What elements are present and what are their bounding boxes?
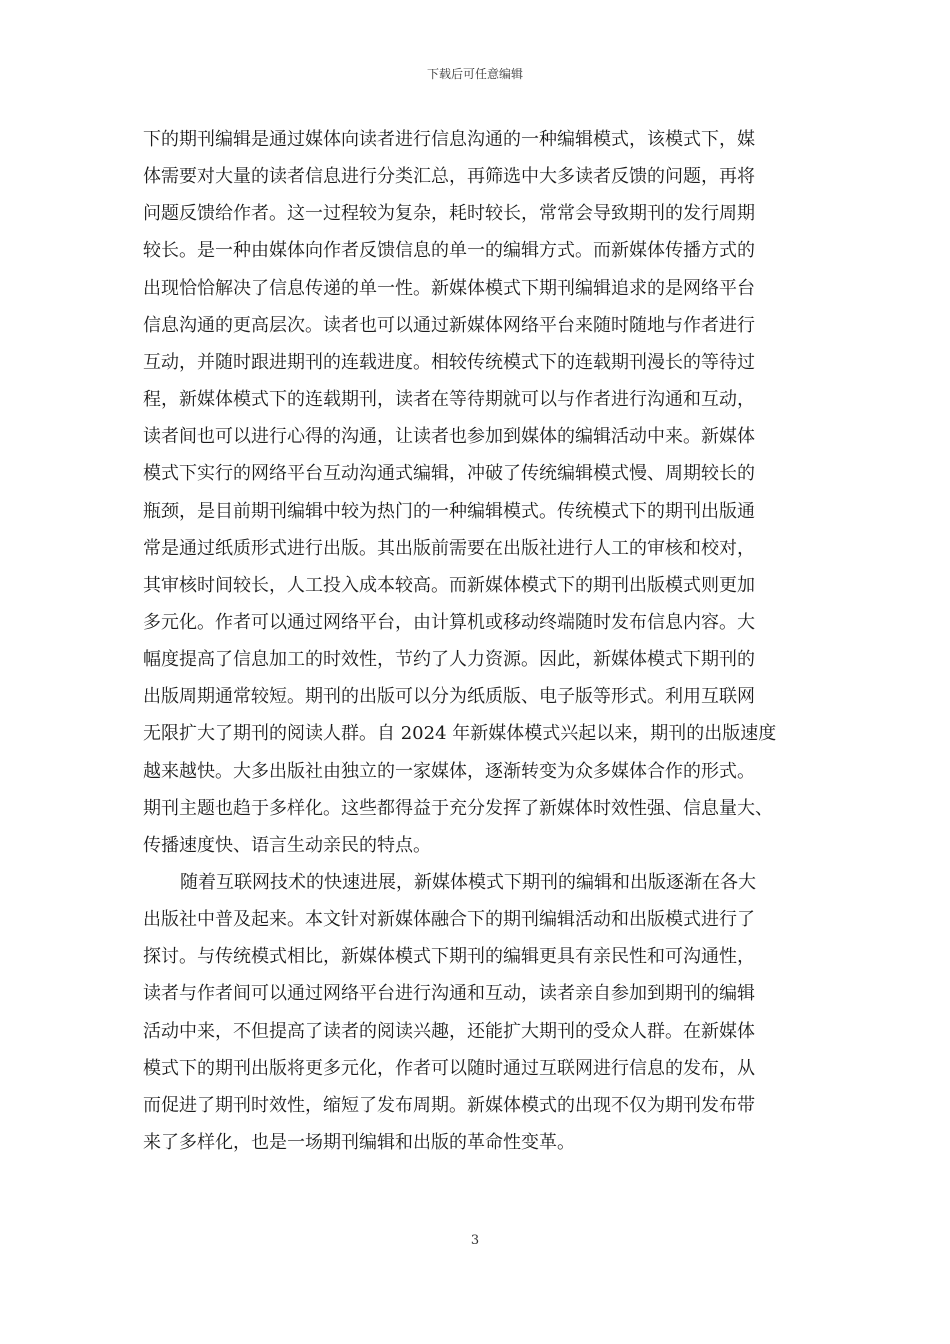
body-line: 传播速度快、语言生动亲民的特点。 [143, 834, 431, 856]
body-line: 读者与作者间可以通过网络平台进行沟通和互动，读者亲自参加到期刊的编辑 [143, 983, 755, 1005]
body-line: 互动，并随时跟进期刊的连载进度。相较传统模式下的连载期刊漫长的等待过 [143, 351, 755, 373]
body-line: 下的期刊编辑是通过媒体向读者进行信息沟通的一种编辑模式，该模式下，媒 [143, 129, 755, 150]
page-header: 下载后可任意编辑 [426, 67, 523, 81]
body-line: 程，新媒体模式下的连载期刊，读者在等待期就可以与作者进行沟通和互动， [143, 389, 755, 411]
body-line: 随着互联网技术的快速进展，新媒体模式下期刊的编辑和出版逐渐在各大 [180, 872, 756, 893]
body-line: 信息沟通的更高层次。读者也可以通过新媒体网络平台来随时随地与作者进行 [143, 314, 755, 336]
body-line: 出现恰恰解决了信息传递的单一性。新媒体模式下期刊编辑追求的是网络平台 [143, 277, 755, 299]
body-line: 期刊主题也趋于多样化。这些都得益于充分发挥了新媒体时效性强、信息量大、 [143, 797, 773, 819]
body-line: 出版周期通常较短。期刊的出版可以分为纸质版、电子版等形式。利用互联网 [143, 686, 755, 708]
body-line: 模式下的期刊出版将更多元化，作者可以随时通过互联网进行信息的发布，从 [143, 1057, 755, 1079]
body-line: 来了多样化，也是一场期刊编辑和出版的革命性变革。 [143, 1132, 575, 1153]
body-line: 较长。是一种由媒体向作者反馈信息的单一的编辑方式。而新媒体传播方式的 [143, 240, 755, 262]
body-line: 常是通过纸质形式进行出版。其出版前需要在出版社进行人工的审核和校对， [143, 537, 755, 559]
body-line: 模式下实行的网络平台互动沟通式编辑，冲破了传统编辑模式慢、周期较长的 [143, 463, 755, 485]
body-line: 瓶颈，是目前期刊编辑中较为热门的一种编辑模式。传统模式下的期刊出版通 [143, 500, 755, 522]
page-number: 3 [470, 1233, 480, 1248]
body-line: 多元化。作者可以通过网络平台，由计算机或移动终端随时发布信息内容。大 [143, 612, 755, 633]
body-line: 问题反馈给作者。这一过程较为复杂，耗时较长，常常会导致期刊的发行周期 [143, 203, 755, 225]
body-line: 活动中来，不但提高了读者的阅读兴趣，还能扩大期刊的受众人群。在新媒体 [143, 1020, 755, 1042]
body-line: 探讨。与传统模式相比，新媒体模式下期刊的编辑更具有亲民性和可沟通性， [143, 946, 755, 968]
body-line: 其审核时间较长，人工投入成本较高。而新媒体模式下的期刊出版模式则更加 [143, 574, 755, 596]
body-line: 而促进了期刊时效性，缩短了发布周期。新媒体模式的出现不仅为期刊发布带 [143, 1094, 755, 1116]
body-line: 无限扩大了期刊的阅读人群。自 2024 年新媒体模式兴起以来，期刊的出版速度 [143, 723, 777, 745]
body-line: 出版社中普及起来。本文针对新媒体融合下的期刊编辑活动和出版模式进行了 [143, 909, 755, 931]
body-line: 越来越快。大多出版社由独立的一家媒体，逐渐转变为众多媒体合作的形式。 [143, 760, 755, 782]
body-line: 读者间也可以进行心得的沟通，让读者也参加到媒体的编辑活动中来。新媒体 [143, 426, 755, 448]
body-line: 幅度提高了信息加工的时效性，节约了人力资源。因此，新媒体模式下期刊的 [143, 649, 755, 671]
body-line: 体需要对大量的读者信息进行分类汇总，再筛选中大多读者反馈的问题，再将 [143, 166, 755, 188]
